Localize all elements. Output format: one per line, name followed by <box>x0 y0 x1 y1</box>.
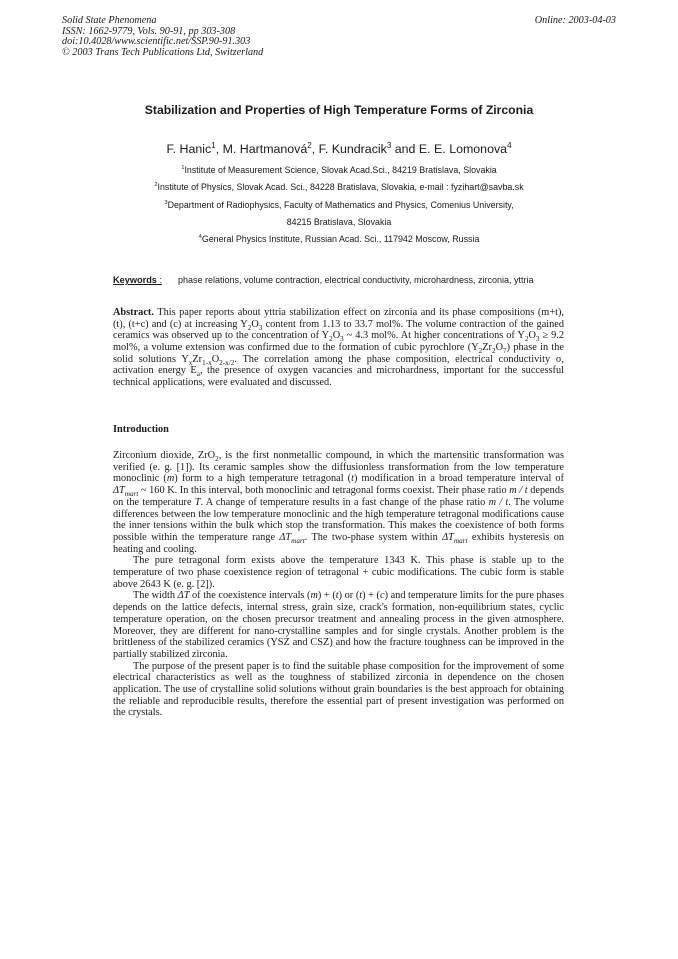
author-name: E. E. Lomonova <box>418 142 508 156</box>
author-name: M. Hartmanová <box>222 142 308 156</box>
affiliation-4: $^4$General Physics Institute, Russian Acad. Sci., 117942 Moscow, Russia <box>198 234 480 245</box>
affiliation-3: $^3$Department of Radiophysics, Faculty of Mathematics and Physics, Comenius University, <box>164 199 514 210</box>
author-sup: 1 <box>211 140 216 150</box>
affiliation-1: $^1$Institute of Measurement Science, Slovak Acad.Sci., 84219 Bratislava, Slovakia <box>181 165 497 175</box>
author-name: F. Kundracik <box>318 142 387 156</box>
paper-title: Stabilization and Properties of High Temperature Forms of Zirconia <box>144 103 534 117</box>
paragraph: Zirconium dioxide, ZrO$_2$, is the first nonmetallic compound, in which the martensitic transformation was verified (e. g. [1]). Its ceramic samples show the diffusionless transformation from the low temperature monoclinic (m) form to a high temperature tetragonal (t) modification in a broad temperature interval of $\Delta T_{mart}$ ~ 160 K. In this interval, both monoclinic and tetragonal forms coexist. Their phase ratio m / t depends on the temperature T. A change of temperature results in a fast change of the phase ratio m / t. The volume differences between the low temperature monoclinic and the high temperature tetragonal modifications cause the inner tensions within the bulk which stop the transformation. This makes the coexistence of both forms possible within the temperature range $\Delta T_{mart}$. The two-phase system within $\Delta T_{mart}$ exhibits hysteresis on heating and cooling. <box>113 450 565 555</box>
author-sup: 2 <box>307 140 312 150</box>
journal-name: Solid State Phenomena <box>62 15 157 26</box>
introduction-body <box>113 450 564 719</box>
doi-line: doi:10.4028/www.scientific.net/SSP.90-91.303 <box>62 36 251 47</box>
author-name: F. Hanic <box>166 142 212 156</box>
keywords-text: phase relations, volume contraction, electrical conductivity, microhardness, zirconia, yttria <box>178 275 534 285</box>
author-list: F. Hanic$^1$, M. Hartmanová$^2$, F. Kundracik$^3$ and E. E. Lomonova$^4$ <box>166 140 512 156</box>
issn-line: ISSN: 1662-9779, Vols. 90-91, pp 303-308 <box>62 25 236 37</box>
abstract-label: Abstract. <box>113 307 154 318</box>
paragraph: The width ΔT of the coexistence intervals (m) + (t) or (t) + (c) and temperature limits for the pure phases depends on the lattice defects, internal stress, grain size, crack's formation, non-equilibrium states, cyclic temperature operation, on the chosen precursor treatment and annealing process in the given atmosphere. Moreover, they are different for nano-crystalline samples and for single crystals. Another problem is the brittleness of the stabilized ceramics (YSZ and CSZ) and how the fracture toughness can be improved in the partially stabilized zirconia. <box>113 590 564 660</box>
affiliation-2: $^2$Institute of Physics, Slovak Acad. Sci., 84228 Bratislava, Slovakia, e-mail : fyzihart@savba.sk <box>154 182 524 193</box>
affiliations <box>60 162 618 248</box>
journal-header <box>62 16 263 58</box>
section-heading-introduction: Introduction <box>113 424 169 435</box>
copyright-line: © 2003 Trans Tech Publications Ltd, Switzerland <box>62 46 264 58</box>
paragraph: The purpose of the present paper is to find the suitable phase composition for the improvement of some electrical characteristics as well as the toughness of stabilized zirconia in dependence on the chosen application. The use of crystalline solid solutions without grain boundaries is the best approach for obtaining the reliable and reproducible results, therefore the essential part of present investigation was performed on the crystals. <box>113 660 564 719</box>
abstract: Abstract. This paper reports about yttria stabilization effect on zirconia and its phase compositions (m+t), (t), (t+c) and (c) at increasing $Y_2O_3$ content from 1.13 to 33.7 mol%. The volume contraction of the gained ceramics was observed up to the concentration of $Y_2O_3$ ~ 4.3 mol%. At higher concentrations of $Y_2O_3 \ge 9.2$ mol%, a volume extension was confirmed due to the formation of cubic pyrochlore $(Y_2Zr_2O_7)$ phase in the solid solutions $Y_xZr_{1-x}O_{2-x/2}$. The correlation among the phase composition, electrical conductivity σ, activation energy $E_a$, the presence of oxygen vacancies and microhardness, important for the successful technical applications, were evaluated and discussed. <box>113 307 564 388</box>
affiliation-3-city: 84215 Bratislava, Slovakia <box>286 216 392 227</box>
author-sup: 4 <box>507 140 512 150</box>
keywords-label: Keywords : <box>113 275 163 285</box>
author-sup: 3 <box>386 140 392 150</box>
online-date: Online: 2003-04-03 <box>534 15 616 26</box>
paragraph: The pure tetragonal form exists above the temperature 1343 K. This phase is stable up to the temperature of two phase coexistence region of tetragonal + cubic modifications. The cubic form is stable above 2643 K (e. g. [2]). <box>113 555 564 590</box>
